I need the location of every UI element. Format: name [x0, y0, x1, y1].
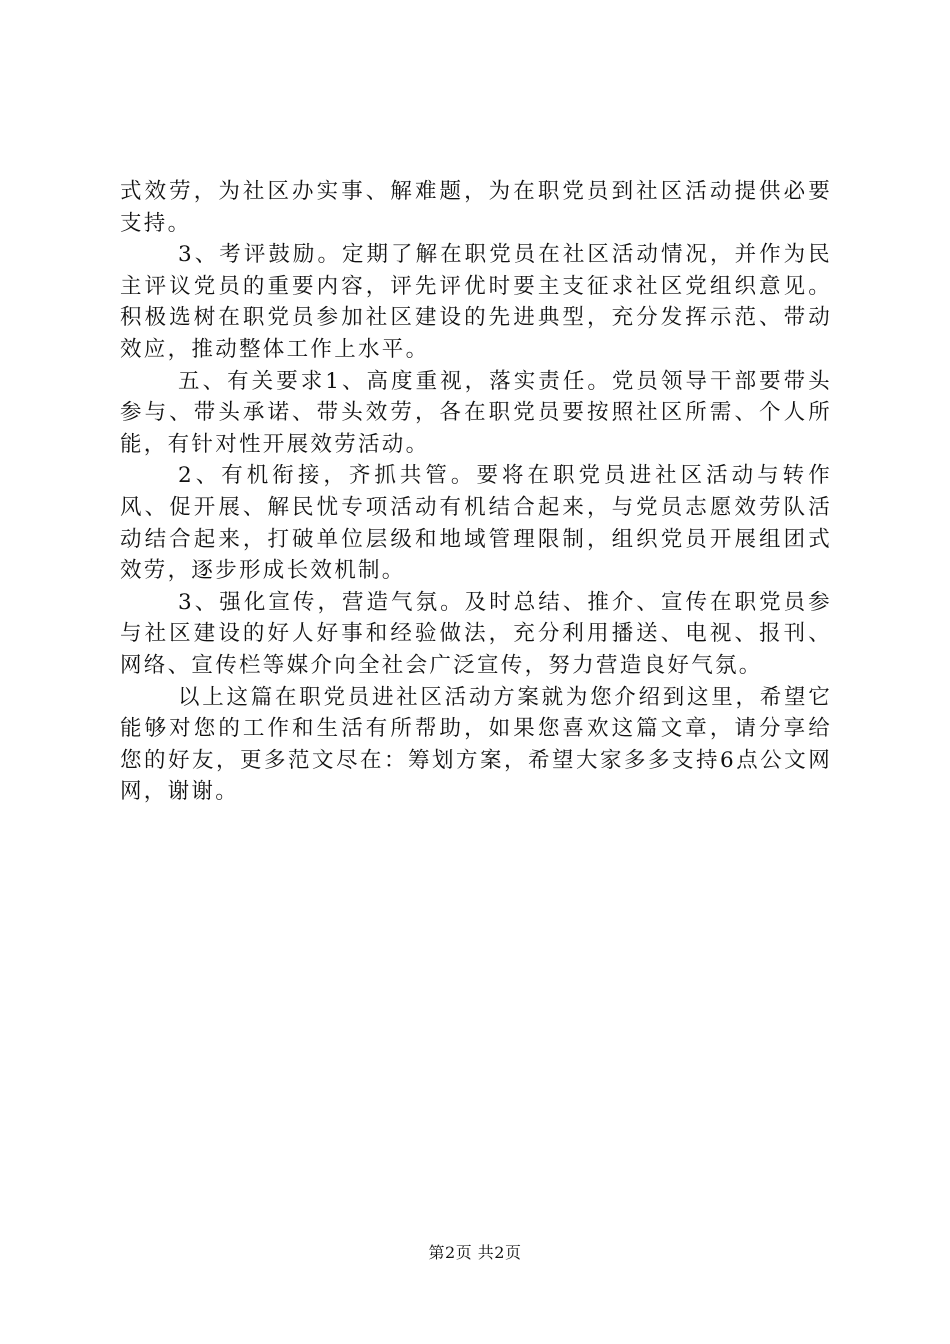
- paragraph-requirements: 五、有关要求1、高度重视，落实责任。党员领导干部要带头参与、带头承诺、带头效劳，各在职党员要按照社区所需、个人所能，有针对性开展效劳活动。: [120, 368, 832, 457]
- paragraph-publicity: 3、强化宣传，营造气氛。及时总结、推介、宣传在职党员参与社区建设的好人好事和经验做法，充分利用播送、电视、报刊、网络、宣传栏等媒介向全社会广泛宣传，努力营造良好气氛。: [120, 589, 832, 678]
- paragraph-coordination: 2、有机衔接，齐抓共管。要将在职党员进社区活动与转作风、促开展、解民忧专项活动有机结合起来，与党员志愿效劳队活动结合起来，打破单位层级和地域管理限制，组织党员开展组团式效劳，逐步形成长效机制。: [120, 463, 832, 584]
- paragraph-closing: 以上这篇在职党员进社区活动方案就为您介绍到这里，希望它能够对您的工作和生活有所帮助，如果您喜欢这篇文章，请分享给您的好友，更多范文尽在：筹划方案，希望大家多多支持6点公文网网，谢谢。: [120, 684, 832, 805]
- document-body: [120, 176, 832, 808]
- paragraph-evaluation-incentive: 3、考评鼓励。定期了解在职党员在社区活动情况，并作为民主评议党员的重要内容，评先评优时要主支征求社区党组织意见。积极选树在职党员参加社区建设的先进典型，充分发挥示范、带动效应，推动整体工作上水平。: [120, 242, 832, 362]
- page-number-footer: 第2页 共2页: [428, 1243, 522, 1262]
- paragraph-continued: 式效劳，为社区办实事、解难题，为在职党员到社区活动提供必要支持。: [120, 179, 832, 236]
